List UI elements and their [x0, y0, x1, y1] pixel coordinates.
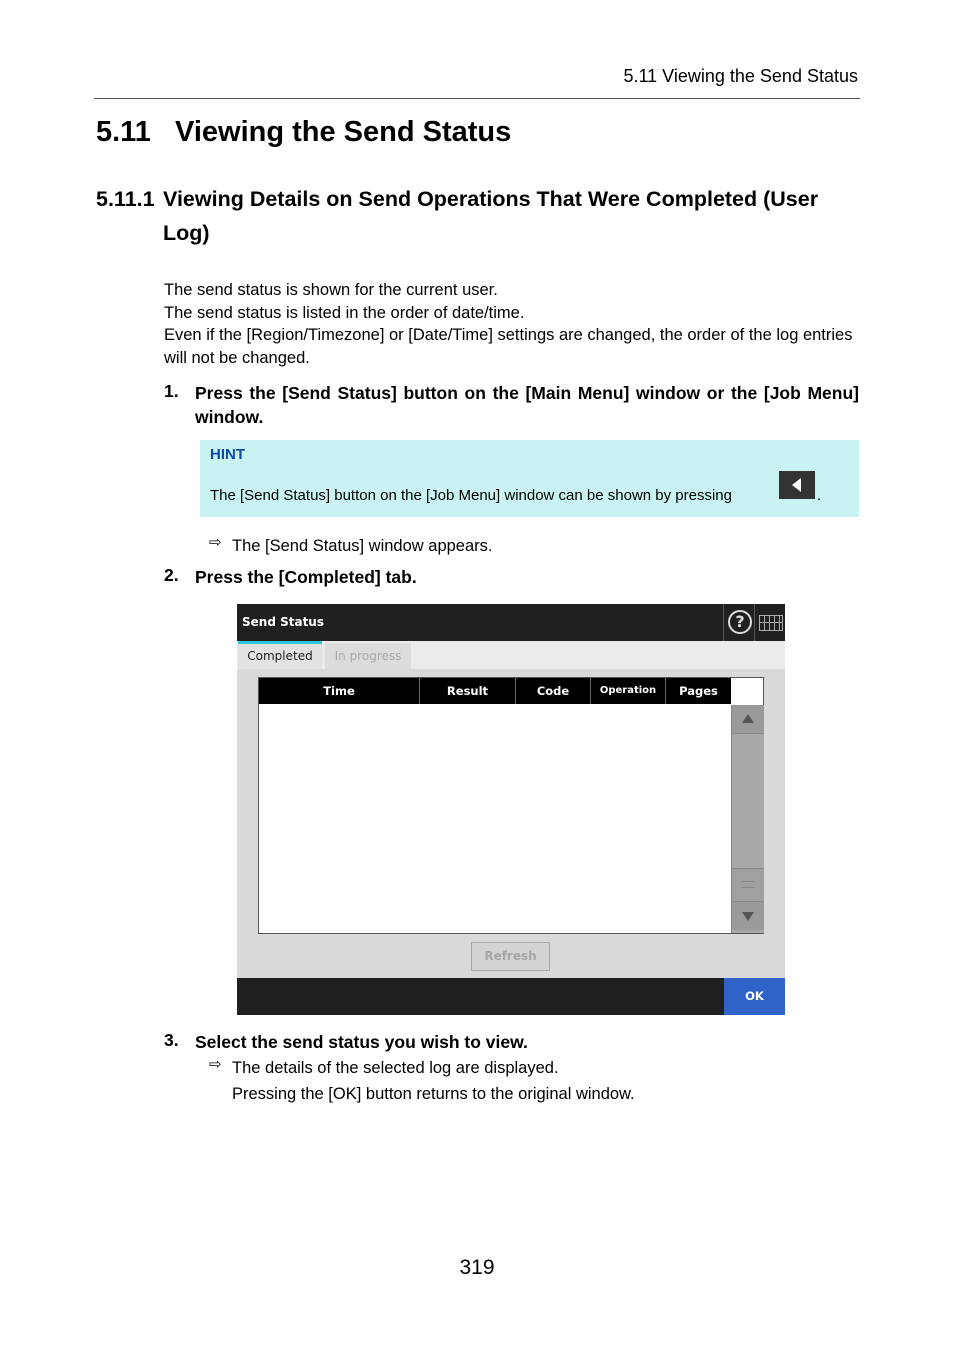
- keyboard-icon: [759, 615, 783, 631]
- tab-completed[interactable]: Completed: [238, 641, 322, 669]
- window-title: Send Status: [242, 615, 324, 629]
- intro-line: The send status is listed in the order of date/time.: [164, 303, 525, 322]
- back-arrow-icon: [779, 471, 815, 499]
- column-header-code[interactable]: Code: [516, 678, 591, 704]
- intro-line: Even if the [Region/Timezone] or [Date/Time] settings are changed, the order of the log entries will not be changed.: [164, 326, 853, 367]
- subsection-number: 5.11.1: [96, 187, 155, 211]
- keyboard-button[interactable]: [754, 604, 785, 641]
- scroll-up-icon[interactable]: [732, 705, 764, 734]
- step-text: Press the [Completed] tab.: [195, 567, 417, 587]
- step-number: 2.: [164, 565, 179, 585]
- subsection-title-line1: Viewing Details on Send Operations That Were Completed (User: [163, 187, 819, 211]
- result-text: The [Send Status] window appears.: [232, 537, 493, 555]
- log-table: [258, 677, 764, 934]
- section-heading: [96, 116, 511, 149]
- subsection-heading: [96, 182, 866, 250]
- help-icon: ?: [728, 610, 752, 634]
- send-status-window: [237, 604, 785, 1015]
- header-rule: [94, 98, 860, 99]
- column-header-operation[interactable]: Operation: [591, 678, 666, 704]
- step-text: Select the send status you wish to view.: [195, 1032, 528, 1052]
- vertical-scrollbar[interactable]: [731, 705, 764, 933]
- hint-text: The [Send Status] button on the [Job Menu] window can be shown by pressing: [210, 487, 732, 504]
- subsection-title-line2: Log): [163, 221, 210, 245]
- hint-box: [200, 440, 859, 517]
- bottom-bar: [237, 978, 785, 1015]
- section-title: Viewing the Send Status: [175, 116, 512, 148]
- table-header: [259, 678, 731, 704]
- running-header: 5.11 Viewing the Send Status: [623, 66, 858, 86]
- hint-suffix: .: [817, 487, 822, 504]
- help-button[interactable]: [723, 604, 754, 641]
- scroll-down-icon[interactable]: [732, 901, 764, 930]
- result-line: The details of the selected log are displayed.: [232, 1059, 559, 1077]
- title-bar: [237, 604, 785, 641]
- column-header-result[interactable]: Result: [420, 678, 516, 704]
- column-header-pages[interactable]: Pages: [679, 684, 718, 698]
- tab-bar: [237, 641, 785, 669]
- section-number: 5.11: [96, 116, 151, 148]
- result-arrow-icon: ⇨: [209, 1056, 222, 1073]
- result-line: Pressing the [OK] button returns to the original window.: [232, 1085, 635, 1103]
- step-number: 3.: [164, 1030, 179, 1050]
- result-arrow-icon: ⇨: [209, 534, 222, 551]
- ok-button[interactable]: OK: [724, 978, 785, 1015]
- tab-in-progress[interactable]: In progress: [325, 643, 411, 669]
- intro-line: The send status is shown for the current user.: [164, 281, 498, 299]
- page-number: 319: [459, 1256, 495, 1279]
- intro-paragraph: [164, 279, 864, 369]
- hint-title: HINT: [210, 446, 245, 463]
- step-number: 1.: [164, 381, 179, 401]
- step-text: Press the [Send Status] button on the [Main Menu] window or the [Job Menu] window.: [195, 383, 859, 427]
- result-text: [232, 1055, 635, 1107]
- refresh-button[interactable]: Refresh: [471, 942, 550, 971]
- column-header-time[interactable]: Time: [259, 678, 420, 704]
- scroll-grip-icon[interactable]: [732, 868, 764, 902]
